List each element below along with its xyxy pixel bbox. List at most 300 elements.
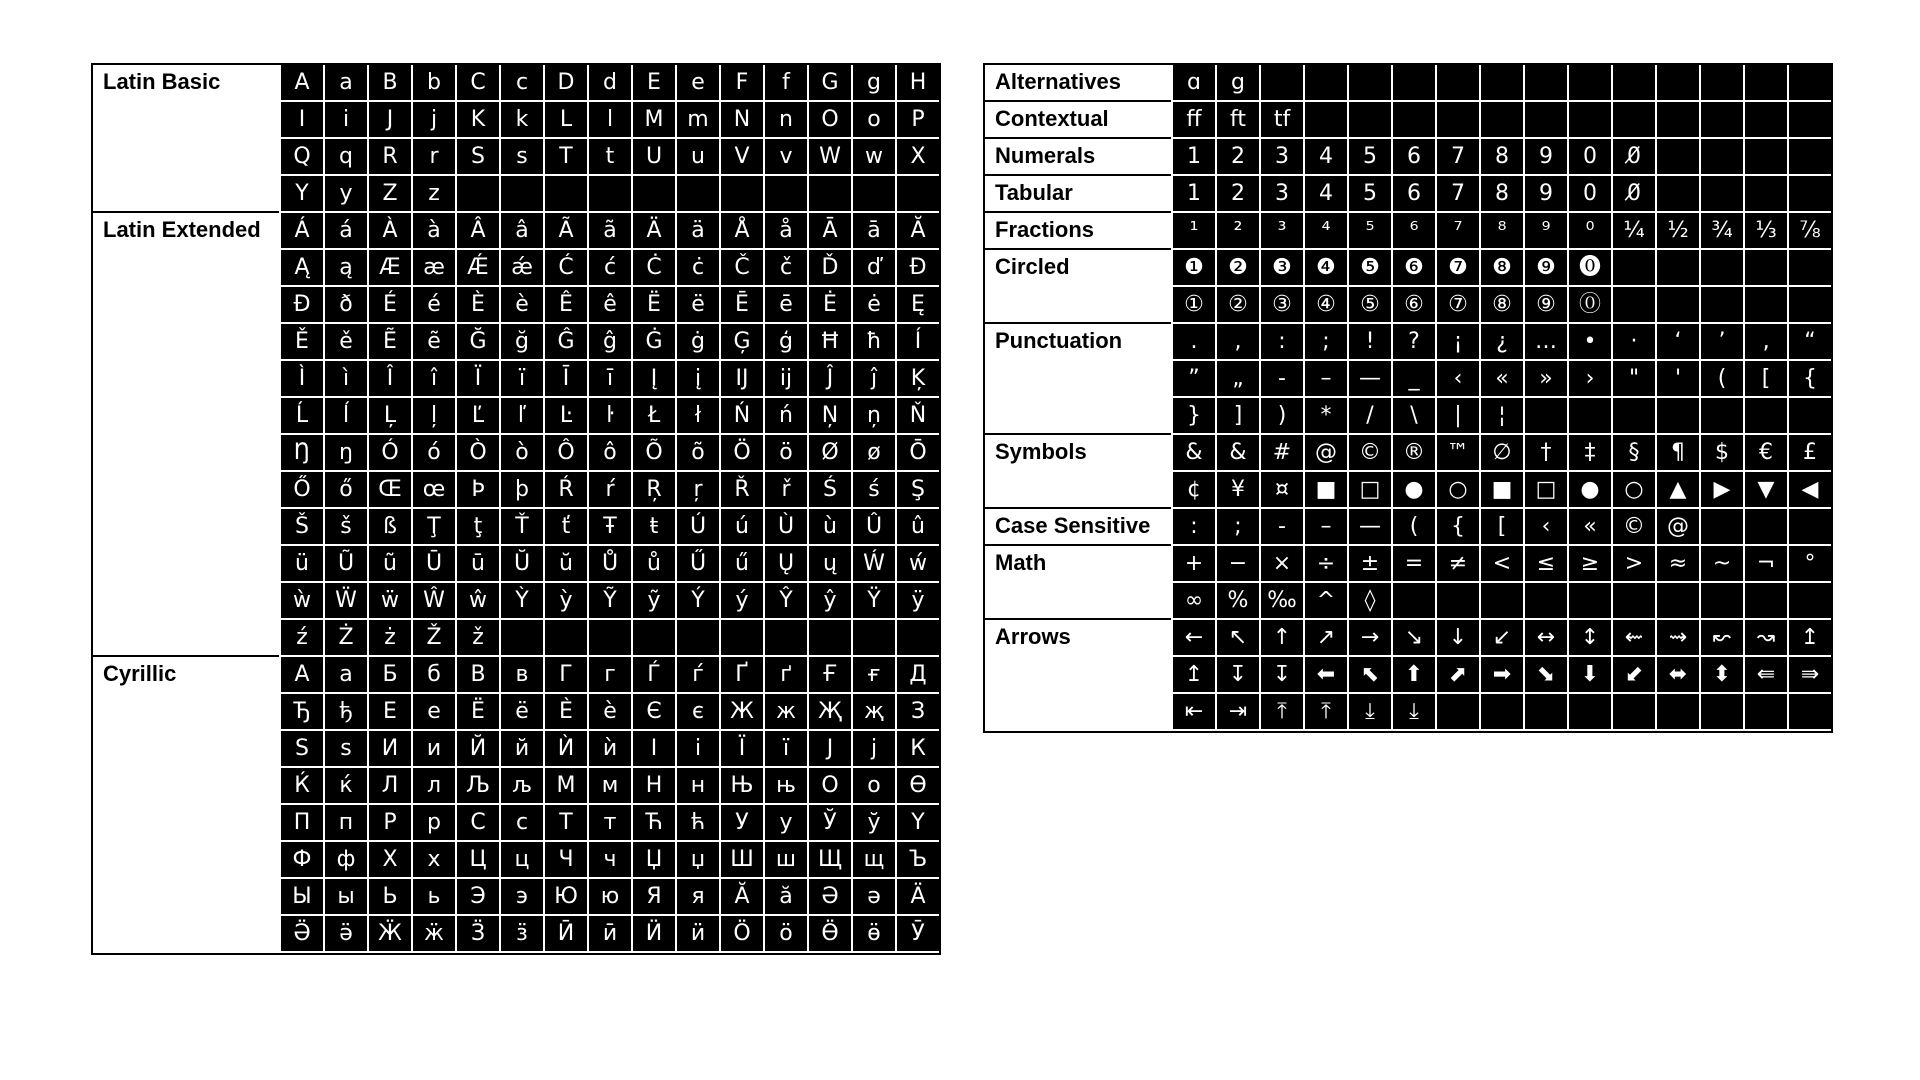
glyph-cell: Ý	[675, 583, 719, 620]
glyph-cell: ⇤	[1171, 694, 1215, 731]
glyph-cell: ²	[1215, 213, 1259, 250]
glyph-cell: ą	[323, 250, 367, 287]
glyph-row	[279, 435, 939, 472]
glyph-cell: Č	[719, 250, 763, 287]
glyph-cell: ŕ	[587, 472, 631, 509]
section-arrows	[985, 620, 1831, 731]
glyph-cell: ó	[411, 435, 455, 472]
glyph-row	[279, 324, 939, 361]
glyph-cell: ô	[587, 435, 631, 472]
glyph-cell: „	[1215, 361, 1259, 398]
glyph-cell	[1787, 398, 1831, 435]
glyph-grid	[1171, 250, 1831, 324]
glyph-cell: ↖	[1215, 620, 1259, 657]
glyph-cell: Ô	[543, 435, 587, 472]
glyph-cell: ○	[1435, 472, 1479, 509]
glyph-cell: 2	[1215, 139, 1259, 176]
glyph-cell: ↕	[1567, 620, 1611, 657]
glyph-cell	[1743, 176, 1787, 213]
glyph-cell: ¥	[1215, 472, 1259, 509]
glyph-cell: җ	[851, 694, 895, 731]
glyph-cell: ③	[1259, 287, 1303, 324]
glyph-cell	[1523, 65, 1567, 102]
glyph-cell: ÷	[1303, 546, 1347, 583]
glyph-row	[279, 805, 939, 842]
glyph-cell	[1743, 65, 1787, 102]
glyph-row	[1171, 65, 1831, 102]
glyph-cell: ⁷	[1435, 213, 1479, 250]
glyph-cell: Ẅ	[323, 583, 367, 620]
glyph-cell: Е	[367, 694, 411, 731]
glyph-cell: Ň	[895, 398, 939, 435]
glyph-cell: Ā	[807, 213, 851, 250]
glyph-cell: М	[543, 768, 587, 805]
glyph-cell: Ј	[807, 731, 851, 768]
glyph-cell: ð	[323, 287, 367, 324]
glyph-cell	[1303, 65, 1347, 102]
glyph-cell: «	[1567, 509, 1611, 546]
section-label: Latin Basic	[93, 65, 279, 213]
glyph-cell	[1259, 65, 1303, 102]
glyph-cell: А	[279, 657, 323, 694]
glyph-cell: ∅	[1479, 435, 1523, 472]
glyph-cell	[1567, 398, 1611, 435]
glyph-cell: т	[587, 805, 631, 842]
glyph-cell: •	[1567, 324, 1611, 361]
glyph-cell: a	[323, 65, 367, 102]
glyph-cell: ď	[851, 250, 895, 287]
glyph-cell: Ю	[543, 879, 587, 916]
glyph-cell: L	[543, 102, 587, 139]
glyph-cell: Ӛ	[279, 916, 323, 953]
glyph-cell: ǽ	[499, 250, 543, 287]
glyph-cell: ≥	[1567, 546, 1611, 583]
glyph-cell	[763, 176, 807, 213]
glyph-row	[1171, 250, 1831, 287]
glyph-cell	[1699, 65, 1743, 102]
glyph-cell	[1479, 694, 1523, 731]
glyph-cell: ⤓	[1347, 694, 1391, 731]
glyph-cell: J	[367, 102, 411, 139]
glyph-cell: \	[1391, 398, 1435, 435]
glyph-cell: ѓ	[675, 657, 719, 694]
glyph-cell	[895, 620, 939, 657]
glyph-cell: Õ	[631, 435, 675, 472]
glyph-row	[279, 398, 939, 435]
glyph-cell: Ċ	[631, 250, 675, 287]
glyph-cell: Ō	[895, 435, 939, 472]
glyph-cell	[1787, 509, 1831, 546]
glyph-cell: Ī	[543, 361, 587, 398]
glyph-cell: –	[1303, 509, 1347, 546]
glyph-cell: Ķ	[895, 361, 939, 398]
glyph-cell: Н	[631, 768, 675, 805]
glyph-grid	[1171, 435, 1831, 509]
glyph-cell: Ù	[763, 509, 807, 546]
glyph-cell: Ә	[807, 879, 851, 916]
glyph-cell: Ŷ	[763, 583, 807, 620]
glyph-cell: V	[719, 139, 763, 176]
glyph-cell	[543, 620, 587, 657]
glyph-cell: ü	[279, 546, 323, 583]
glyph-cell: Х	[367, 842, 411, 879]
glyph-cell: Щ	[807, 842, 851, 879]
glyph-row	[1171, 324, 1831, 361]
glyph-cell: ø	[851, 435, 895, 472]
glyph-cell: É	[367, 287, 411, 324]
glyph-cell: ē	[763, 287, 807, 324]
glyph-cell: g	[851, 65, 895, 102]
glyph-row	[279, 768, 939, 805]
glyph-cell	[1743, 287, 1787, 324]
glyph-cell: ģ	[763, 324, 807, 361]
glyph-cell	[1347, 65, 1391, 102]
glyph-cell: ❹	[1303, 250, 1347, 287]
glyph-cell: Ѕ	[279, 731, 323, 768]
glyph-cell	[1391, 583, 1435, 620]
section-math	[985, 546, 1831, 620]
glyph-cell: Ē	[719, 287, 763, 324]
section-cyrillic	[93, 657, 939, 953]
glyph-cell: Ь	[367, 879, 411, 916]
glyph-cell: ❼	[1435, 250, 1479, 287]
glyph-cell: ≈	[1655, 546, 1699, 583]
glyph-cell	[1699, 102, 1743, 139]
glyph-cell: F	[719, 65, 763, 102]
glyph-cell	[1435, 102, 1479, 139]
glyph-cell: ™	[1435, 435, 1479, 472]
glyph-cell: й	[499, 731, 543, 768]
glyph-cell: ï	[499, 361, 543, 398]
glyph-grid	[1171, 65, 1831, 102]
glyph-cell: b	[411, 65, 455, 102]
glyph-cell: ŋ	[323, 435, 367, 472]
glyph-cell	[1655, 250, 1699, 287]
glyph-cell: @	[1655, 509, 1699, 546]
glyph-cell: ё	[499, 694, 543, 731]
glyph-cell: 5	[1347, 139, 1391, 176]
glyph-cell: S	[455, 139, 499, 176]
glyph-cell	[1743, 139, 1787, 176]
glyph-cell: ;	[1303, 324, 1347, 361]
glyph-cell: о	[851, 768, 895, 805]
glyph-cell: ▲	[1655, 472, 1699, 509]
glyph-cell: Њ	[719, 768, 763, 805]
glyph-row	[279, 879, 939, 916]
glyph-cell: ©	[1347, 435, 1391, 472]
glyph-cell: ë	[675, 287, 719, 324]
glyph-cell: ⇚	[1743, 657, 1787, 694]
glyph-cell: ,	[1215, 324, 1259, 361]
glyph-cell	[1787, 102, 1831, 139]
glyph-cell: щ	[851, 842, 895, 879]
glyph-cell: □	[1523, 472, 1567, 509]
section-label: Numerals	[985, 139, 1171, 176]
glyph-cell: 0	[1567, 139, 1611, 176]
glyph-cell: ❸	[1259, 250, 1303, 287]
glyph-cell	[1523, 102, 1567, 139]
glyph-cell: M	[631, 102, 675, 139]
glyph-cell: ї	[763, 731, 807, 768]
glyph-cell: ś	[851, 472, 895, 509]
glyph-cell: ❽	[1479, 250, 1523, 287]
glyph-cell	[1655, 398, 1699, 435]
glyph-cell: ţ	[455, 509, 499, 546]
glyph-cell	[675, 176, 719, 213]
glyph-cell: w	[851, 139, 895, 176]
glyph-cell: Ŕ	[543, 472, 587, 509]
glyph-cell: є	[675, 694, 719, 731]
glyph-cell: 0̸	[1611, 139, 1655, 176]
glyph-cell: X	[895, 139, 939, 176]
glyph-cell: "	[1611, 361, 1655, 398]
glyph-cell: Ļ	[367, 398, 411, 435]
glyph-cell: Ģ	[719, 324, 763, 361]
glyph-cell: Ã	[543, 213, 587, 250]
glyph-cell	[1787, 176, 1831, 213]
glyph-cell: Ђ	[279, 694, 323, 731]
glyph-cell: ⬇	[1567, 657, 1611, 694]
glyph-cell	[1347, 102, 1391, 139]
glyph-cell: ¤	[1259, 472, 1303, 509]
glyph-cell: е	[411, 694, 455, 731]
glyph-cell: &	[1171, 435, 1215, 472]
glyph-cell: ß	[367, 509, 411, 546]
glyph-cell: ←	[1171, 620, 1215, 657]
glyph-cell: Ğ	[455, 324, 499, 361]
glyph-cell: Ų	[763, 546, 807, 583]
glyph-cell: č	[763, 250, 807, 287]
glyph-cell: ö	[763, 435, 807, 472]
glyph-cell: I	[279, 102, 323, 139]
glyph-cell: ®	[1391, 435, 1435, 472]
glyph-cell	[1655, 176, 1699, 213]
glyph-cell	[1611, 65, 1655, 102]
glyph-cell: ŀ	[587, 398, 631, 435]
glyph-cell: њ	[763, 768, 807, 805]
glyph-cell: ņ	[851, 398, 895, 435]
glyph-cell: Ẽ	[367, 324, 411, 361]
glyph-cell: ⑤	[1347, 287, 1391, 324]
glyph-cell: ↜	[1699, 620, 1743, 657]
glyph-cell: ĵ	[851, 361, 895, 398]
glyph-cell	[1787, 583, 1831, 620]
glyph-cell: 8	[1479, 176, 1523, 213]
glyph-cell: …	[1523, 324, 1567, 361]
glyph-cell: ↗	[1303, 620, 1347, 657]
glyph-cell: ỹ	[631, 583, 675, 620]
glyph-cell: Д	[895, 657, 939, 694]
glyph-row	[279, 102, 939, 139]
glyph-cell: T	[543, 139, 587, 176]
glyph-cell: v	[763, 139, 807, 176]
glyph-cell	[1699, 694, 1743, 731]
glyph-cell: _	[1391, 361, 1435, 398]
glyph-cell: ‡	[1567, 435, 1611, 472]
glyph-row	[1171, 361, 1831, 398]
glyph-cell: ċ	[675, 250, 719, 287]
glyph-cell: Џ	[631, 842, 675, 879]
glyph-cell: ⬈	[1435, 657, 1479, 694]
glyph-grid	[279, 657, 939, 953]
section-punctuation	[985, 324, 1831, 435]
glyph-row	[1171, 102, 1831, 139]
glyph-grid	[279, 65, 939, 213]
glyph-cell: Ş	[895, 472, 939, 509]
glyph-cell	[675, 620, 719, 657]
glyph-cell: c	[499, 65, 543, 102]
glyph-cell: ý	[719, 583, 763, 620]
glyph-cell: ɑ	[1171, 65, 1215, 102]
glyph-cell: þ	[499, 472, 543, 509]
glyph-cell: Ŵ	[411, 583, 455, 620]
glyph-cell: Ӯ	[895, 916, 939, 953]
glyph-cell	[1743, 583, 1787, 620]
glyph-cell: Š	[279, 509, 323, 546]
glyph-cell: ‘	[1655, 324, 1699, 361]
glyph-cell: Ӫ	[807, 916, 851, 953]
glyph-cell: D	[543, 65, 587, 102]
glyph-cell: ĳ	[763, 361, 807, 398]
glyph-cell: ц	[499, 842, 543, 879]
glyph-cell: P	[895, 102, 939, 139]
glyph-cell: €	[1743, 435, 1787, 472]
glyph-cell: ỳ	[543, 583, 587, 620]
glyph-cell	[1479, 583, 1523, 620]
glyph-cell: ò	[499, 435, 543, 472]
glyph-cell: 0	[1567, 176, 1611, 213]
glyph-cell	[763, 620, 807, 657]
glyph-row	[279, 842, 939, 879]
glyph-row	[279, 287, 939, 324]
glyph-cell: Ð	[279, 287, 323, 324]
glyph-cell	[1611, 102, 1655, 139]
glyph-cell: ⑧	[1479, 287, 1523, 324]
glyph-cell: —	[1347, 361, 1391, 398]
glyph-cell: Ф	[279, 842, 323, 879]
glyph-cell	[1611, 694, 1655, 731]
glyph-cell: ¶	[1655, 435, 1699, 472]
glyph-row	[1171, 657, 1831, 694]
glyph-cell: ŧ	[631, 509, 675, 546]
glyph-cell: ė	[851, 287, 895, 324]
glyph-cell: я	[675, 879, 719, 916]
glyph-cell: ›	[1567, 361, 1611, 398]
glyph-cell: ê	[587, 287, 631, 324]
glyph-row	[279, 139, 939, 176]
section-label: Fractions	[985, 213, 1171, 250]
glyph-cell: ▶	[1699, 472, 1743, 509]
glyph-cell	[1435, 65, 1479, 102]
glyph-cell: ž	[455, 620, 499, 657]
glyph-cell: ű	[719, 546, 763, 583]
glyph-cell: Í	[895, 324, 939, 361]
glyph-cell: ӫ	[851, 916, 895, 953]
glyph-cell: Ĝ	[543, 324, 587, 361]
glyph-cell: G	[807, 65, 851, 102]
glyph-cell: u	[675, 139, 719, 176]
glyph-cell: Ż	[323, 620, 367, 657]
glyph-cell: а	[323, 657, 367, 694]
glyph-cell: Q	[279, 139, 323, 176]
section-label: Punctuation	[985, 324, 1171, 435]
glyph-cell: z	[411, 176, 455, 213]
glyph-cell: ⇛	[1787, 657, 1831, 694]
glyph-cell: ^	[1303, 583, 1347, 620]
glyph-cell: ќ	[323, 768, 367, 805]
glyph-cell: 8	[1479, 139, 1523, 176]
glyph-cell	[1743, 398, 1787, 435]
glyph-cell: Ž	[411, 620, 455, 657]
glyph-cell: :	[1259, 324, 1303, 361]
glyph-cell: R	[367, 139, 411, 176]
glyph-cell: ù	[807, 509, 851, 546]
glyph-cell: ф	[323, 842, 367, 879]
glyph-cell: ⇜	[1611, 620, 1655, 657]
glyph-cell: ④	[1303, 287, 1347, 324]
glyph-row	[1171, 546, 1831, 583]
glyph-cell: −	[1215, 546, 1259, 583]
glyph-cell: õ	[675, 435, 719, 472]
section-label: Arrows	[985, 620, 1171, 731]
glyph-row	[279, 694, 939, 731]
glyph-row	[279, 620, 939, 657]
glyph-cell: Г	[543, 657, 587, 694]
glyph-cell: З	[895, 694, 939, 731]
glyph-cell: Ľ	[455, 398, 499, 435]
glyph-cell: â	[499, 213, 543, 250]
glyph-cell	[895, 176, 939, 213]
glyph-cell: ≤	[1523, 546, 1567, 583]
glyph-cell: /	[1347, 398, 1391, 435]
section-case-sensitive	[985, 509, 1831, 546]
glyph-cell: %	[1215, 583, 1259, 620]
glyph-cell	[851, 176, 895, 213]
glyph-cell: å	[763, 213, 807, 250]
section-latin-basic	[93, 65, 939, 213]
glyph-cell: Ŧ	[587, 509, 631, 546]
section-symbols	[985, 435, 1831, 509]
glyph-cell	[1567, 583, 1611, 620]
glyph-cell: Ц	[455, 842, 499, 879]
glyph-cell: ×	[1259, 546, 1303, 583]
glyph-cell: ‚	[1743, 324, 1787, 361]
glyph-cell: ӝ	[411, 916, 455, 953]
section-label: Alternatives	[985, 65, 1171, 102]
glyph-cell: Ď	[807, 250, 851, 287]
glyph-cell: ·	[1611, 324, 1655, 361]
glyph-grid	[1171, 509, 1831, 546]
glyph-cell: ļ	[411, 398, 455, 435]
glyph-cell: ⇝	[1655, 620, 1699, 657]
glyph-cell: Ӓ	[895, 879, 939, 916]
glyph-cell: 3	[1259, 139, 1303, 176]
glyph-cell: À	[367, 213, 411, 250]
glyph-cell: ‰	[1259, 583, 1303, 620]
glyph-cell: Ó	[367, 435, 411, 472]
glyph-cell: ⬋	[1611, 657, 1655, 694]
glyph-cell: m	[675, 102, 719, 139]
section-latin-extended	[93, 213, 939, 657]
glyph-cell: ±	[1347, 546, 1391, 583]
glyph-cell: Ґ	[719, 657, 763, 694]
glyph-cell: j	[411, 102, 455, 139]
glyph-cell: W	[807, 139, 851, 176]
glyph-cell: ы	[323, 879, 367, 916]
glyph-cell	[1699, 287, 1743, 324]
glyph-cell: Ą	[279, 250, 323, 287]
glyph-grid	[1171, 546, 1831, 620]
